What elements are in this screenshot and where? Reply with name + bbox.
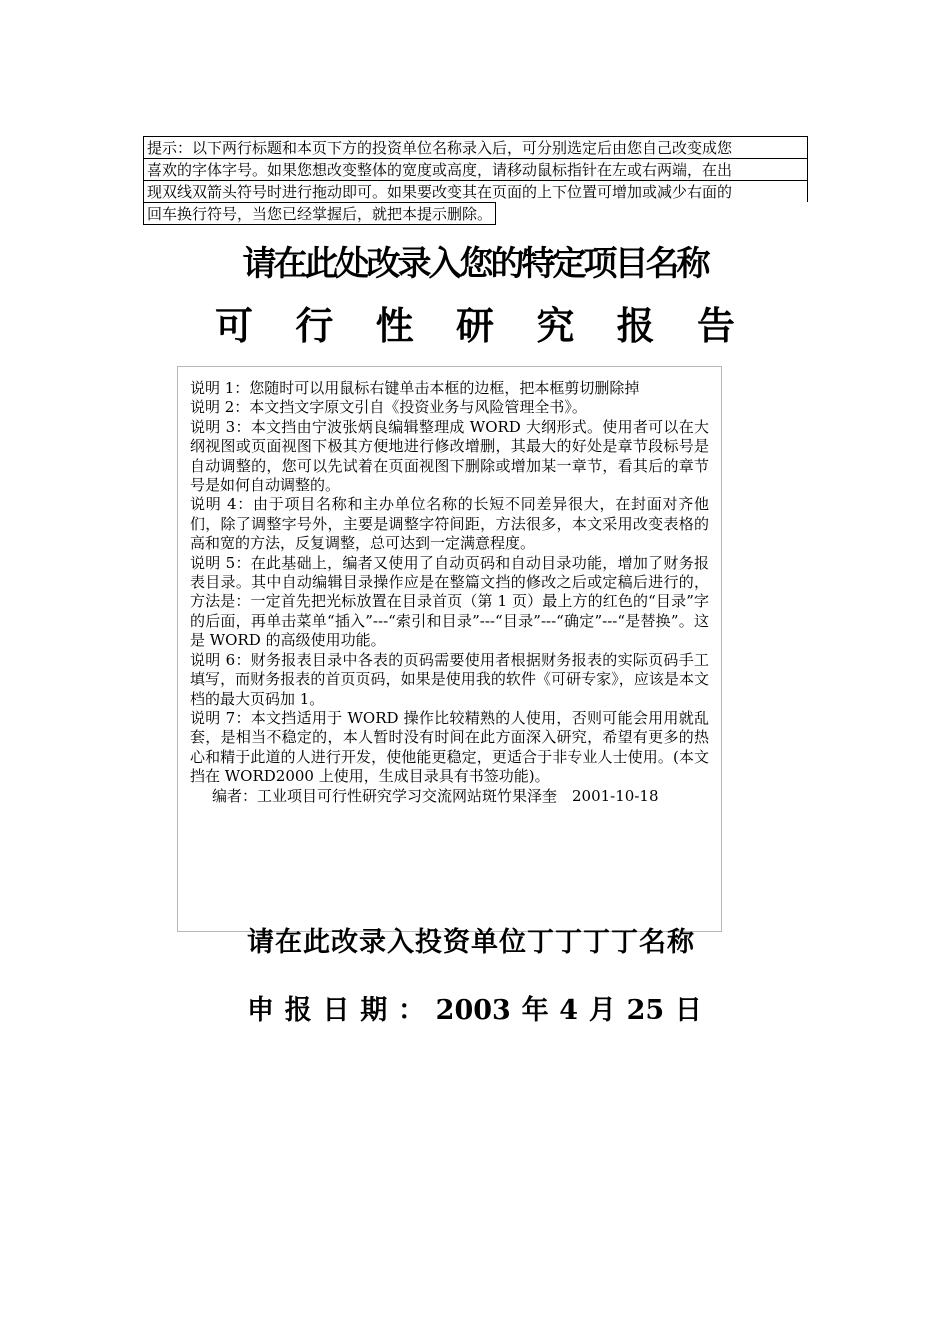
date-month-unit: 月 xyxy=(588,995,616,1026)
date-year-unit: 年 xyxy=(521,995,549,1026)
hint-line: 现双线双箭头符号时进行拖动即可。如果要改变其在页面的上下位置可增加或减少右面的 xyxy=(143,180,808,202)
report-title-char: 行 xyxy=(295,303,334,348)
note-5: 说明 5：在此基础上，编者又使用了自动页码和自动目录功能，增加了财务报表目录。其中自动编辑目录操作应是在整篇文挡的修改之后或定稿后进行的，方法是：一定首先把光标放置在目录首页（第 1 页）最上方的红色的“目录”字的后面，再单击菜单“插入”---“索引和目录”---“目录”---“确定”---“是替换”。这是 WORD 的高级使用功能。 xyxy=(190,553,709,650)
date-label-char: 期 xyxy=(360,995,388,1026)
note-3: 说明 3：本文挡由宁波张炳良编辑整理成 WORD 大纲形式。使用者可以在大纲视图或页面视图下极其方便地进行修改增删，其最大的好处是章节段标号是自动调整的，您可以先试着在页面视图下删除或增加某一章节，看其后的章节号是如何自动调整的。 xyxy=(190,417,709,495)
hint-box[interactable] xyxy=(143,136,808,231)
notes-text-box[interactable] xyxy=(177,366,722,932)
project-title[interactable]: 请在此处改录入您的特定项目名称 xyxy=(242,244,708,284)
note-7: 说明 7：本文挡适用于 WORD 操作比较精熟的人使用，否则可能会用用就乱套，是相当不稳定的，本人暂时没有时间在此方面深入研究，希望有更多的热心和精于此道的人进行开发，使他能更稳定，更适合于非专业人士使用。(本文挡在 WORD2000 上使用，生成目录具有书签功能)。 xyxy=(190,708,709,786)
note-1: 说明 1：您随时可以用鼠标右键单击本框的边框，把本框剪切删除掉 xyxy=(190,379,640,397)
note-6: 说明 6：财务报表目录中各表的页码需要使用者根据财务报表的实际页码手工填写，而财务报表的首页页码，如果是使用我的软件《可研专家》，应该是本文档的最大页码加 1。 xyxy=(190,650,709,708)
editor-credit: 编者：工业项目可行性研究学习交流网站斑竹果泽奎 2001-10-18 xyxy=(212,786,659,805)
date-label-char: ： xyxy=(397,995,425,1026)
date-day: 25 xyxy=(626,995,665,1026)
report-title-char: 可 xyxy=(215,303,254,348)
date-label-char: 日 xyxy=(322,995,350,1026)
report-title-char: 研 xyxy=(455,303,494,348)
report-title-char: 究 xyxy=(536,303,575,348)
date-label-char: 报 xyxy=(284,995,312,1026)
date-label-char: 申 xyxy=(247,995,274,1026)
report-title-char: 性 xyxy=(375,303,414,348)
note-4: 说明 4：由于项目名称和主办单位名称的长短不同差异很大，在封面对齐他们，除了调整字号外，主要是调整字符间距，方法很多，本文采用改变表格的高和宽的方法，反复调整，总可达到一定满意程度。 xyxy=(190,495,709,553)
date-day-unit: 日 xyxy=(674,995,702,1026)
hint-line: 回车换行符号，当您已经掌握后，就把本提示删除。 xyxy=(143,202,496,225)
report-title[interactable] xyxy=(215,300,735,352)
submission-date[interactable] xyxy=(247,993,702,1029)
hint-line: 提示：以下两行标题和本页下方的投资单位名称录入后，可分别选定后由您自己改变成您 xyxy=(143,136,808,158)
report-title-char: 告 xyxy=(696,303,735,348)
hint-line: 喜欢的字体字号。如果您想改变整体的宽度或高度，请移动鼠标指针在左或右两端，在出 xyxy=(143,158,808,180)
investor-name[interactable]: 请在此改录入投资单位丁丁丁丁名称 xyxy=(247,927,695,958)
date-month: 4 xyxy=(559,995,579,1026)
note-2: 说明 2：本文挡文字原文引自《投资业务与风险管理全书》。 xyxy=(190,398,587,417)
report-title-char: 报 xyxy=(616,303,655,348)
date-year: 2003 xyxy=(435,995,511,1026)
